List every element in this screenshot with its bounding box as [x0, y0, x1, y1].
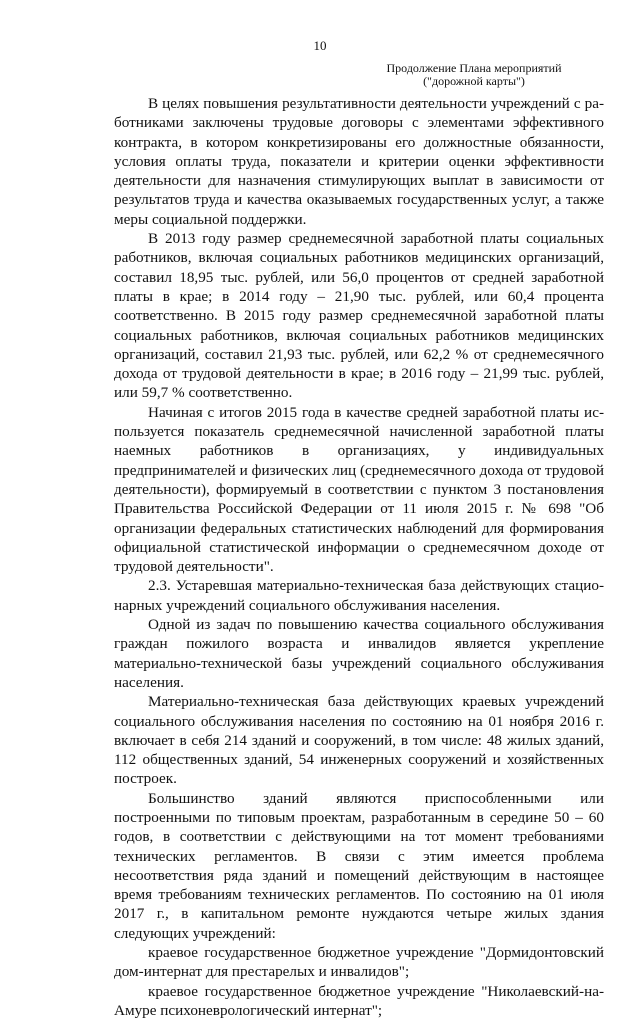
paragraph-salary-figures: В 2013 году размер среднемесячной заработной платы социальных работников, включая социальных работников медицинских организаций, составил 18,95 тыс. рублей, или 56,0 процентов от средней заработной платы в крае; в 2014 году – 21,90 тыс. рублей, или 60,4 процента соответственно. В 2015 году размер среднемесячной заработной платы социальных работников, включая социальных работников медицинских организаций, составил 21,93 тыс. рублей, или 62,2 % от среднемесячного дохода от трудовой деятельности в крае; в 2016 году – 21,99 тыс. рублей, или 59,7 % соответственно.	[114, 230, 604, 402]
running-header	[344, 62, 604, 88]
running-header-line-1: Продолжение Плана мероприятий	[386, 61, 562, 75]
paragraph-service-quality-task: Одной из задач по повышению качества социального обслуживания граждан пожилого возраста и инвалидов является укрепление материально-технической базы учреждений социального обслуживания населения.	[114, 616, 604, 691]
page-number: 10	[313, 38, 327, 53]
list-item-nikolaevsky: краевое государственное бюджетное учреждение "Николаевский-на-Амуре психоневрологический интернат";	[114, 982, 604, 1019]
list-item-dormidontovsky: краевое государственное бюджетное учреждение "Дормидонтовский дом-интернат для престарелых и инвалидов";	[114, 944, 604, 981]
paragraph-building-condition: Большинство зданий являются приспособленными или построенными по типовым проектам, разработанным в середине 50 – 60 годов, в соответствии с действующими на тот момент требованиями технических регламентов. В связи с этим имеется проблема несоответствия ряда зданий и помещений действующим в настоящее время требованиям технических регламентов. По состоянию на 01 июля 2017 г., в капитальном ремонте нуждаются четыре жилых здания следующих учреждений:	[114, 789, 604, 942]
paragraph-material-base: Материально-техническая база действующих краевых учреждений социального обслуживания населения по состоянию на 01 ноября 2016 г. включает в себя 214 зданий и сооружений, в том числе: 48 жилых зданий, 112 общественных зданий, 54 инженерных сооружений и хозяйственных построек.	[114, 693, 604, 788]
section-heading-2-3: 2.3. Устаревшая материально-техническая база действующих стационарных учреждений социального обслуживания населения.	[114, 577, 604, 614]
document-body	[114, 94, 604, 1020]
paragraph-effective-contract: В целях повышения результативности деятельности учреждений с работниками заключены трудовые договоры с элементами эффективного контракта, в котором конкретизированы его должностные обязанности, условия оплаты труда, показатели и критерии оценки эффективности деятельности для назначения стимулирующих выплат в зависимости от результатов труда и качества оказываемых государственных услуг, а также меры социальной поддержки.	[114, 95, 604, 228]
running-header-line-2: ("дорожной карты")	[423, 74, 525, 88]
paragraph-average-salary-indicator: Начиная с итогов 2015 года в качестве средней заработной платы используется показатель среднемесячной начисленной заработной платы наемных работников в организациях, у индивидуальных предпринимателей и физических лиц (среднемесячного дохода от трудовой деятельности), формируемый в соответствии с пунктом 3 постановления Правительства Российской Федерации от 11 июля 2015 г. № 698 "Об организации федеральных статистических наблюдений для формирования официальной статистической информации о среднемесячном доходе от трудовой деятельности".	[114, 403, 604, 576]
